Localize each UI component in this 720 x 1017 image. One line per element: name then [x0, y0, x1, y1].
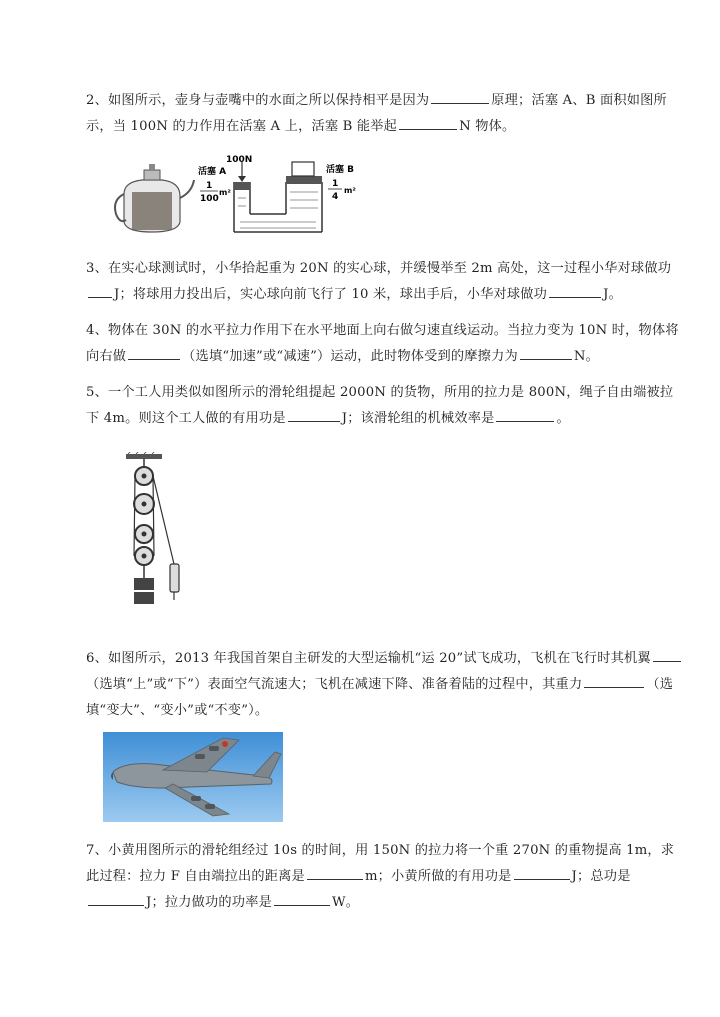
question-2 — [86, 88, 686, 140]
q5-text-3: 。 — [556, 411, 570, 426]
question-4 — [86, 318, 686, 370]
q3-text-3: J。 — [603, 287, 622, 302]
q2-text-2: 原理；活塞 A、B 面积如图所示，当 100N 的力作用在活塞 A 上，活塞 B 能举起 — [86, 93, 667, 134]
q3-text-2: J；将球用力投出后，实心球向前飞行了 10 米，球出手后，小华对球做功 — [114, 287, 548, 302]
area-b-numerator: 1 — [332, 179, 339, 189]
q7-blank-3[interactable] — [88, 891, 144, 906]
q2-text-1: 2、如图所示，壶身与壶嘴中的水面之所以保持相平是因为 — [86, 93, 430, 108]
q7-text-3: J；总功是 — [571, 869, 631, 884]
q2-blank-2[interactable] — [399, 115, 457, 130]
q5-blank-1[interactable] — [288, 407, 340, 422]
force-label: 100N — [226, 155, 253, 165]
q7-text-4: J；拉力做功的功率是 — [146, 895, 272, 910]
transport-aircraft-photo — [103, 732, 283, 822]
question-5 — [86, 380, 686, 432]
q7-blank-4[interactable] — [274, 891, 330, 906]
q6-text-2: （选填“上”或“下”）表面空气流速大；飞机在减速下降、准备着陆的过程中，其重力 — [86, 677, 583, 692]
area-a-denominator: 100 — [200, 194, 219, 204]
q5-blank-2[interactable] — [496, 407, 554, 422]
q4-text-1: 4、物体在 30N 的水平拉力作用下在水平地面上向右做匀速直线运动。当拉力变为 10N 时，物体将向右做 — [86, 323, 679, 364]
q7-text-2: m；小黄所做的有用功是 — [364, 869, 512, 884]
q3-text-1: 3、在实心球测试时，小华拾起重为 20N 的实心球，并缓慢举至 2m 高处，这一过程小华对球做功 — [86, 261, 672, 276]
q4-blank-2[interactable] — [520, 345, 572, 360]
area-b-unit: m² — [344, 186, 356, 195]
q7-blank-1[interactable] — [307, 865, 363, 880]
area-b-denominator: 4 — [332, 192, 339, 202]
q3-blank-1[interactable] — [88, 283, 112, 298]
teapot-hydraulic-figure — [110, 152, 370, 236]
q3-blank-2[interactable] — [549, 283, 601, 298]
teapot-illustration — [115, 164, 194, 232]
question-6 — [86, 646, 686, 724]
q7-text-5: W。 — [331, 895, 360, 910]
q4-text-2: （选填“加速”或“减速”）运动，此时物体受到的摩擦力为 — [182, 349, 518, 364]
q2-blank-1[interactable] — [431, 89, 489, 104]
area-a-numerator: 1 — [206, 181, 213, 191]
q4-text-3: N。 — [573, 349, 599, 364]
q2-text-3: N 物体。 — [459, 119, 516, 134]
q6-blank-1[interactable] — [653, 647, 681, 662]
q5-text-2: J；该滑轮组的机械效率是 — [341, 411, 495, 426]
piston-b-label: 活塞 B — [326, 165, 354, 175]
q6-blank-2[interactable] — [584, 673, 644, 688]
pulley-block-figure — [122, 452, 192, 610]
q7-blank-2[interactable] — [514, 865, 570, 880]
q4-blank-1[interactable] — [128, 345, 180, 360]
area-a-unit: m² — [219, 188, 231, 197]
q7-text-1: 7、小黄用图所示的滑轮组经过 10s 的时间，用 150N 的拉力将一个重 270N 的重物提高 1m，求此过程：拉力 F 自由端拉出的距离是 — [86, 843, 675, 884]
hydraulic-press-illustration — [234, 162, 322, 232]
question-3 — [86, 256, 686, 308]
question-7 — [86, 838, 686, 916]
piston-a-label: 活塞 A — [198, 167, 227, 177]
q6-text-3: （选填“变大”、“变小”或“不变”）。 — [86, 677, 674, 718]
q6-text-1: 6、如图所示，2013 年我国首架自主研发的大型运输机“运 20”试飞成功，飞机在飞行时其机翼 — [86, 651, 651, 666]
q5-text-1: 5、一个工人用类似如图所示的滑轮组提起 2000N 的货物，所用的拉力是 800N，绳子自由端被拉下 4m。则这个工人做的有用功是 — [86, 385, 674, 426]
